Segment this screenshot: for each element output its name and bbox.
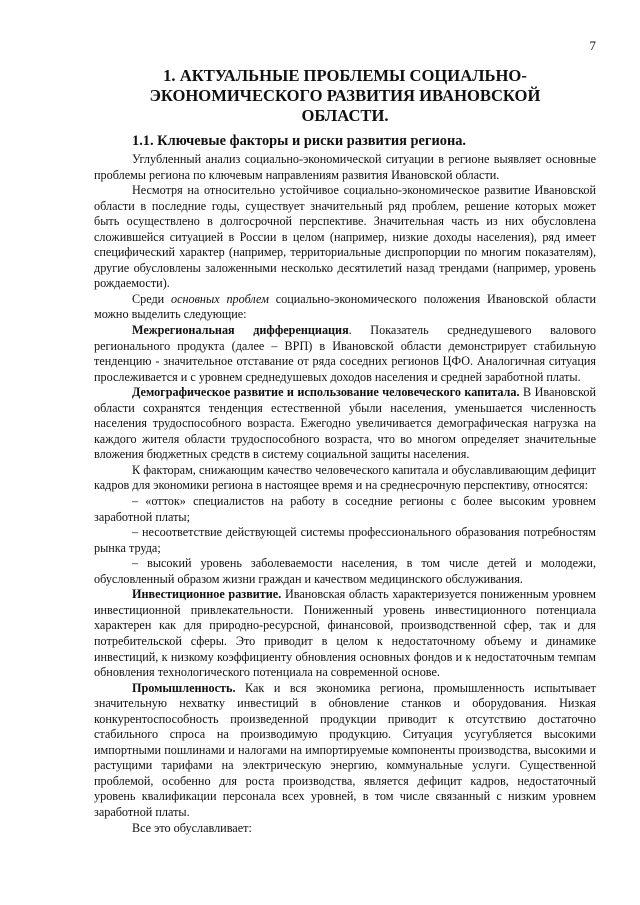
paragraph-demography-title: Демографическое развитие и использование человеческого капитала.	[132, 385, 520, 400]
paragraph-problems-overview: Несмотря на относительно устойчивое социально-экономическое развитие Ивановской области в последние годы, существует значительный ряд проблем, решение которых может быть осуществлено в долгосрочной перспективе. Значительная часть из них обусловлена сложившейся ситуацией в России в целом (например, низкие доходы населения), ряд имеет специфический характер (например, территориальные диспропорции по многим показателям), другие обусловлены заложенными несколько десятилетий назад трендами (например, уровень рождаемости).	[94, 183, 596, 291]
paragraph-interregional-text: . Показатель среднедушевого валового регионального продукта (далее – ВРП) в Ивановской области демонстрирует стабильную тенденцию - значительное отставание от ряда соседних регионов ЦФО. Аналогичная ситуация прослеживается и с уровнем среднедушевых доходов населения и средней заработной платы.	[94, 323, 596, 384]
paragraph-interregional-title: Межрегиональная дифференциация	[132, 323, 349, 338]
paragraph-demography-text: В Ивановской области сохранятся тенденция естественной убыли населения, уменьшается численность населения трудоспособного возраста. Ежегодно увеличивается демографическая нагрузка на каждого жителя области трудоспособного возраста, что во многом определяет значительные вложения бюджетных средств в систему социальной защиты населения.	[94, 385, 596, 462]
paragraph-intro: Углубленный анализ социально-экономической ситуации в регионе выявляет основные проблемы региона по ключевым направлениям развития Ивановской области.	[94, 152, 596, 182]
chapter-heading-line-1: 1. АКТУАЛЬНЫЕ ПРОБЛЕМЫ СОЦИАЛЬНО-	[163, 66, 527, 85]
paragraph-investment-title: Инвестиционное развитие.	[132, 587, 282, 602]
paragraph-main-problems-emphasis: основных проблем	[171, 291, 269, 306]
chapter-heading-line-3: ОБЛАСТИ.	[301, 106, 389, 125]
list-item-morbidity: – высокий уровень заболеваемости населения, в том числе детей и молодежи, обусловленный образом жизни граждан и качеством медицинского обслуживания.	[94, 556, 596, 586]
paragraph-industry-title: Промышленность.	[132, 680, 236, 695]
paragraph-investment-text: Ивановская область характеризуется пониженным уровнем инвестиционной привлекательности. Пониженный уровень инвестиционного потенциала характерен как для природно-ресурсной, финансовой, производственной сфер, так и для потребительской сферы. Это приводит в целом к недостаточному объему и динамике инвестиций, к низкому коэффициенту обновления основных фондов и к недостаточным темпам обновления технологического потенциала на современной основе.	[94, 587, 596, 680]
list-item-education: – несоответствие действующей системы профессионального образования потребностям рынка труда;	[94, 525, 596, 555]
paragraph-factors: К факторам, снижающим качество человеческого капитала и обуславливающим дефицит кадров для экономики региона в настоящее время и на среднесрочную перспективу, относятся:	[94, 462, 596, 493]
paragraph-interregional	[94, 323, 596, 385]
page-number: 7	[589, 38, 596, 53]
chapter-heading-line-2: ЭКОНОМИЧЕСКОГО РАЗВИТИЯ ИВАНОВСКОЙ	[149, 86, 541, 105]
paragraph-investment	[94, 587, 596, 680]
chapter-heading	[94, 66, 596, 126]
paragraph-main-problems	[94, 292, 596, 323]
paragraph-main-problems-post: социально-экономического положения Ивановской области можно выделить следующие:	[94, 291, 596, 322]
list-item-outflow: – «отток» специалистов на работу в соседние регионы с более высоким уровнем заработной платы;	[94, 494, 596, 524]
paragraph-main-problems-pre: Среди	[132, 291, 171, 306]
section-heading: 1.1. Ключевые факторы и риски развития региона.	[132, 133, 467, 149]
paragraph-industry	[94, 681, 596, 821]
page-content	[94, 66, 596, 836]
paragraph-industry-text: Как и вся экономика региона, промышленность испытывает значительную нехватку инвестиций в обновление станков и оборудования. Низкая конкурентоспособность произведенной продукции приводит к отсутствию достаточно стабильного спроса на производимую продукцию. Ситуация усугубляется высокими импортными пошлинами и налогами на импортируемые компоненты производства, высокими и растущими тарифами на электрическую энергию, коммунальные услуги. Существенной проблемой, особенно для роста производства, является дефицит кадров, недостаточный уровень квалификации персонала всех уровней, в том числе связанный с низким уровнем заработной платы.	[94, 680, 596, 819]
paragraph-demography	[94, 385, 596, 463]
paragraph-conclusion: Все это обуславливает:	[132, 820, 252, 835]
